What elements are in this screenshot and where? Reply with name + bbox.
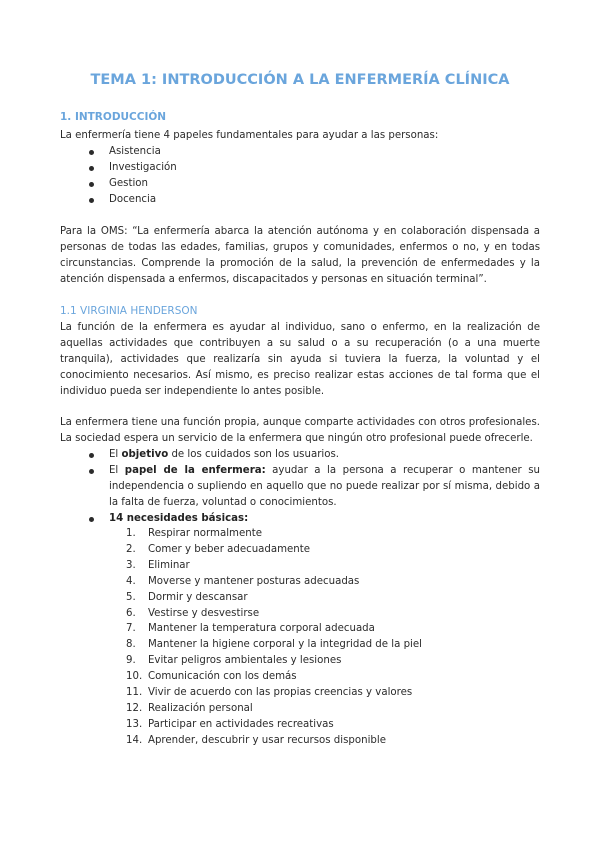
list-item: 10. Comunicación con los demás	[126, 671, 297, 683]
list-item: 4. Moverse y mantener posturas adecuadas	[126, 575, 360, 587]
list-item: 7. Mantener la temperatura corporal adecuada	[126, 623, 375, 635]
list-item: 12. Realización personal	[126, 702, 253, 714]
list-item: Docencia	[60, 192, 540, 208]
henderson-paragraph-1: La función de la enfermera es ayudar al individuo, sano o enfermo, en la realización de aquellas actividades que contribuyen a su salud o a su recuperación (o a una muerte tranquila), actividades que realizaría sin ayuda si tuviera la fuerza, la voluntad y el conocimiento necesarios. Así mismo, es preciso realizar estas acciones de tal forma que el individuo pueda ser independiente lo antes posible.	[60, 322, 540, 397]
section-heading-virginia-henderson: 1.1 VIRGINIA HENDERSON	[60, 305, 198, 317]
henderson-paragraph-2: La enfermera tiene una función propia, aunque comparte actividades con otros profesionales. La sociedad espera un servicio de la enfermera que ningún otro profesional puede ofrecerle.	[60, 417, 540, 444]
list-item: 1. Respirar normalmente	[126, 528, 262, 539]
document-title: TEMA 1: INTRODUCCIÓN A LA ENFERMERÍA CLÍNICA	[90, 72, 510, 88]
list-item: 13. Participar en actividades recreativas	[126, 718, 334, 730]
bullet-icon	[89, 182, 94, 187]
list-item: Asistencia	[60, 144, 540, 160]
list-item: 14 necesidades básicas:	[60, 511, 540, 527]
oms-quote-paragraph: Para la OMS: “La enfermería abarca la atención autónoma y en colaboración dispensada a personas de todas las edades, familias, grupos y comunidades, enfermos o no, y en todas circunstancias. Comprende la promoción de la salud, la prevención de enfermedades y la atención dispensada a enfermos, discapacitados y personas en situación terminal”.	[60, 226, 540, 285]
section-heading-introduccion: 1. INTRODUCCIÓN	[60, 111, 167, 123]
bullet-icon	[89, 150, 94, 155]
henderson-bullets	[60, 447, 540, 527]
bullet-icon	[89, 469, 94, 474]
bullet-icon	[89, 453, 94, 458]
list-item: El papel de la enfermera: ayudar a la persona a recuperar o mantener su independencia o supliendo en aquello que no puede realizar por sí misma, debido a la falta de fuerza, voluntad o conocimientos.	[60, 463, 540, 511]
bullet-icon	[89, 198, 94, 203]
roles-list	[60, 144, 540, 208]
list-item: 11. Vivir de acuerdo con las propias creencias y valores	[126, 687, 413, 699]
bullet-icon	[89, 166, 94, 171]
list-item: Investigación	[60, 160, 540, 176]
list-item: 3. Eliminar	[126, 559, 190, 571]
list-item: 8. Mantener la higiene corporal y la integridad de la piel	[126, 639, 422, 651]
basic-needs-list	[60, 526, 422, 749]
list-item: 6. Vestirse y desvestirse	[126, 607, 260, 619]
list-item: 2. Comer y beber adecuadamente	[126, 543, 311, 555]
list-item: 9. Evitar peligros ambientales y lesiones	[126, 655, 342, 667]
list-item: 5. Dormir y descansar	[126, 591, 248, 603]
list-item: 14. Aprender, descubrir y usar recursos disponible	[126, 734, 386, 746]
list-item: El objetivo de los cuidados son los usuarios.	[60, 447, 540, 463]
list-item: Gestion	[60, 176, 540, 192]
bullet-icon	[89, 517, 94, 522]
intro-paragraph: La enfermería tiene 4 papeles fundamentales para ayudar a las personas:	[60, 130, 439, 141]
